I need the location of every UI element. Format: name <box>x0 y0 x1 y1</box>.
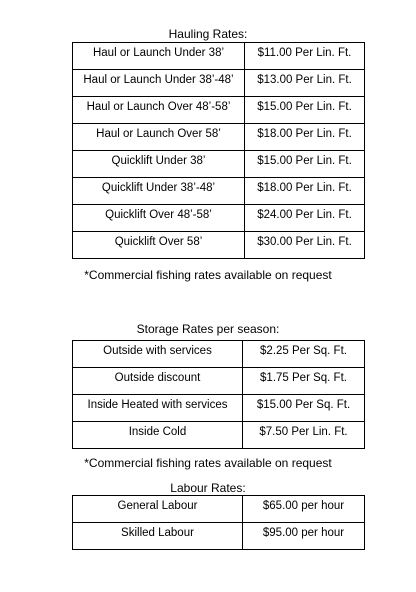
table-row <box>73 232 365 259</box>
table-row <box>73 395 365 422</box>
storage-rates-title: Storage Rates per season: <box>136 322 280 336</box>
table-row <box>73 496 365 523</box>
hauling-rates-table <box>72 42 365 259</box>
table-row <box>73 178 365 205</box>
service-cell: Haul or Launch Under 38’-48’ <box>73 70 245 97</box>
rate-cell: $30.00 Per Lin. Ft. <box>245 232 365 259</box>
rate-cell: $1.75 Per Sq. Ft. <box>243 368 365 395</box>
rate-cell: $18.00 Per Lin. Ft. <box>245 178 365 205</box>
table-row <box>73 523 365 550</box>
table-row <box>73 124 365 151</box>
rate-cell: $24.00 Per Lin. Ft. <box>245 205 365 232</box>
service-cell: Outside discount <box>73 368 243 395</box>
rate-cell: $15.00 Per Lin. Ft. <box>245 151 365 178</box>
service-cell: Quicklift Under 38’ <box>73 151 245 178</box>
rate-cell: $7.50 Per Lin. Ft. <box>243 422 365 449</box>
rate-cell: $2.25 Per Sq. Ft. <box>243 341 365 368</box>
service-cell: Outside with services <box>73 341 243 368</box>
service-cell: Quicklift Over 58’ <box>73 232 245 259</box>
service-cell: Quicklift Under 38’-48’ <box>73 178 245 205</box>
labour-rates-title: Labour Rates: <box>170 481 246 495</box>
labour-rates-table <box>72 495 365 550</box>
rate-cell: $95.00 per hour <box>243 523 365 550</box>
service-cell: Quicklift Over 48’-58’ <box>73 205 245 232</box>
service-cell: Skilled Labour <box>73 523 243 550</box>
table-row <box>73 70 365 97</box>
storage-rates-table <box>72 340 365 449</box>
table-row <box>73 368 365 395</box>
rate-cell: $18.00 Per Lin. Ft. <box>245 124 365 151</box>
table-row <box>73 205 365 232</box>
service-cell: Haul or Launch Over 48’-58’ <box>73 97 245 124</box>
rate-cell: $15.00 Per Lin. Ft. <box>245 97 365 124</box>
storage-commercial-note: *Commercial fishing rates available on request <box>84 456 332 470</box>
table-row <box>73 422 365 449</box>
table-row <box>73 151 365 178</box>
table-row <box>73 43 365 70</box>
rate-cell: $11.00 Per Lin. Ft. <box>245 43 365 70</box>
rate-cell: $13.00 Per Lin. Ft. <box>245 70 365 97</box>
table-row <box>73 97 365 124</box>
service-cell: Inside Cold <box>73 422 243 449</box>
service-cell: Haul or Launch Over 58’ <box>73 124 245 151</box>
rate-cell: $65.00 per hour <box>243 496 365 523</box>
hauling-commercial-note: *Commercial fishing rates available on request <box>84 268 332 282</box>
service-cell: Inside Heated with services <box>73 395 243 422</box>
hauling-rates-title: Hauling Rates: <box>168 27 248 41</box>
rate-cell: $15.00 Per Sq. Ft. <box>243 395 365 422</box>
service-cell: Haul or Launch Under 38’ <box>73 43 245 70</box>
service-cell: General Labour <box>73 496 243 523</box>
table-row <box>73 341 365 368</box>
